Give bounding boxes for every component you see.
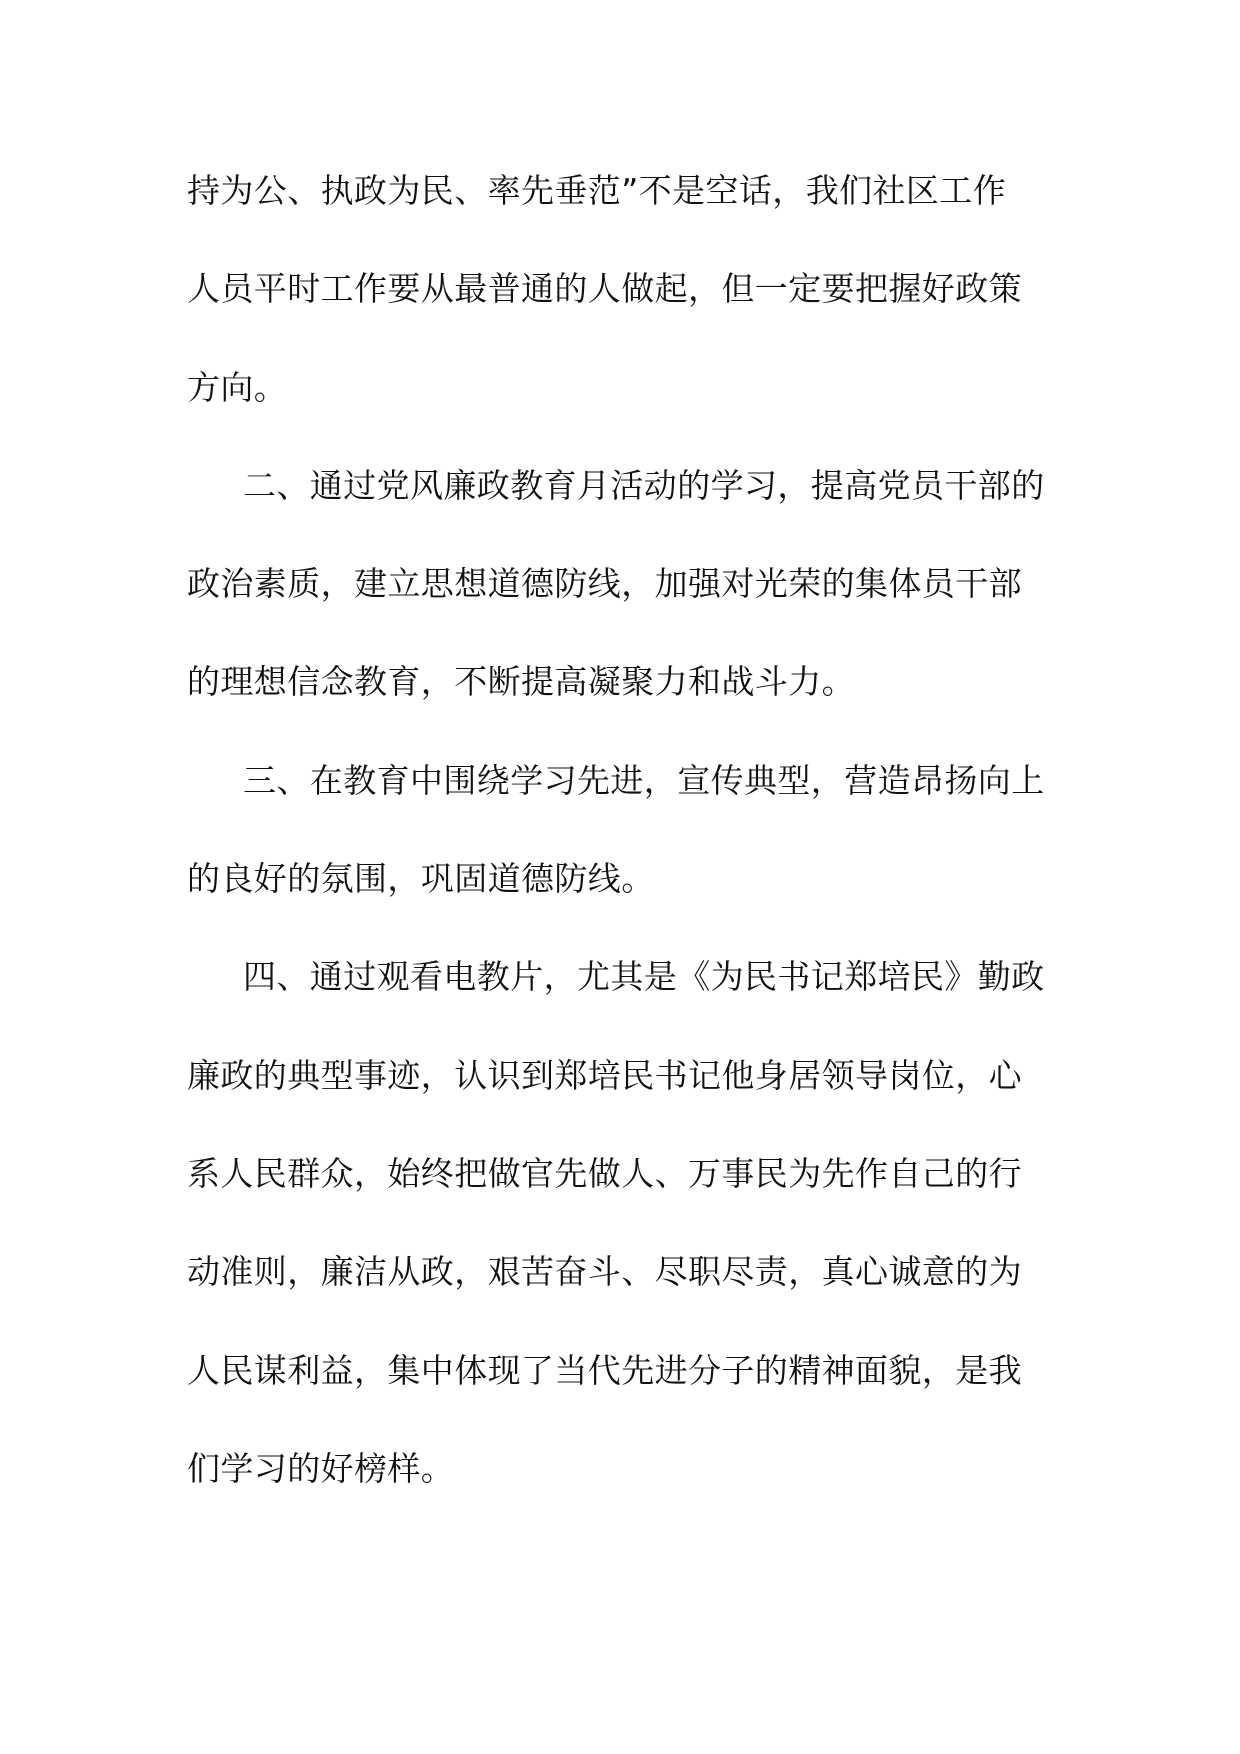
text-line: 系人民群众，始终把做官先做人、万事民为先作自己的行 <box>187 1153 1022 1193</box>
text-line: 廉政的典型事迹，认识到郑培民书记他身居领导岗位，心 <box>187 1055 1022 1095</box>
paragraph-continuation <box>187 171 1067 466</box>
text-line: 们学习的好榜样。 <box>187 1448 455 1488</box>
text-line: 方向。 <box>187 367 288 407</box>
text-line: 政治素质，建立思想道德防线，加强对光荣的集体员干部 <box>187 564 1022 604</box>
text-line: 三、在教育中围绕学习先进，宣传典型，营造昂扬向上 <box>243 760 1045 800</box>
text-line: 人民谋利益，集中体现了当代先进分子的精神面貌，是我 <box>187 1350 1022 1390</box>
text-line: 四、通过观看电教片，尤其是《为民书记郑培民》勤政 <box>243 957 1045 997</box>
paragraph-point-three <box>187 761 1067 958</box>
paragraph-point-four <box>187 957 1067 1547</box>
text-line: 人员平时工作要从最普通的人做起，但一定要把握好政策 <box>187 269 1022 309</box>
text-line: 二、通过党风廉政教育月活动的学习，提高党员干部的 <box>243 465 1045 505</box>
body-text <box>187 171 1067 1547</box>
text-line: 的理想信念教育，不断提高凝聚力和战斗力。 <box>187 662 855 702</box>
text-line: 持为公、执政为民、率先垂范”不是空话，我们社区工作 <box>187 171 1007 210</box>
text-line: 动准则，廉洁从政，艰苦奋斗、尽职尽责，真心诚意的为 <box>187 1252 1022 1292</box>
paragraph-point-two <box>187 466 1067 761</box>
text-line: 的良好的氛围，巩固道德防线。 <box>187 859 655 899</box>
